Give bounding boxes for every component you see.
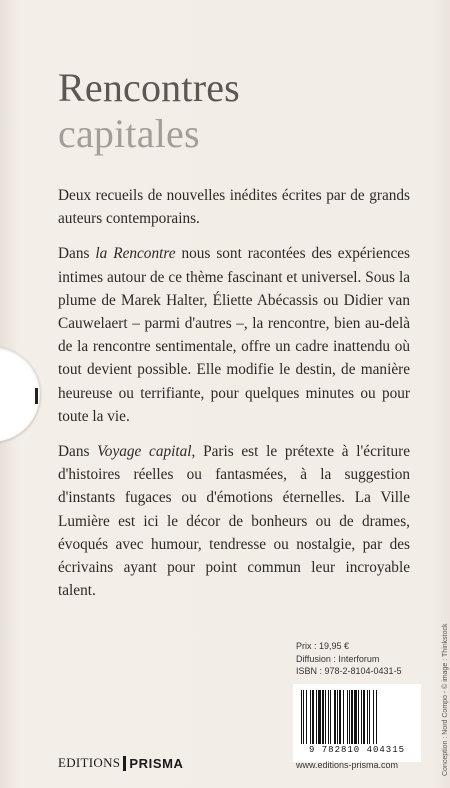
publisher-prisma: PRISMA: [129, 755, 184, 771]
barcode: [293, 684, 421, 762]
barcode-bar: [328, 690, 329, 744]
price-info: [296, 640, 402, 678]
barcode-bar: [367, 690, 368, 744]
price-label: Prix : 19,95 €: [296, 641, 350, 651]
barcode-digits: 9 782810 404315: [308, 745, 405, 755]
blurb-paragraph-3: [58, 440, 410, 602]
publisher-website: www.editions-prisma.com: [296, 760, 399, 770]
barcode-bar: [351, 690, 353, 744]
barcode-bar: [363, 690, 365, 744]
barcode-bars: [299, 690, 415, 744]
barcode-bar: [337, 690, 338, 744]
barcode-bar: [349, 690, 350, 744]
logo-divider: [123, 756, 126, 771]
barcode-bar: [347, 690, 348, 744]
p2-text: nous sont racontées des expériences intimes autour de ce thème fascinant et universel. Sous la plume de Marek Halter, Éliette Abécassis ou Didier van Cauwelaert – parmi d'autres –, la rencontre, bien au-delà de la rencontre sentimentale, offre un cadre inattendu où tout devient possible. Elle modifie le destin, de manière heureuse ou terrifiante, pour quelques minutes ou pour toute la vie.: [58, 245, 410, 425]
publisher-logo: [58, 755, 184, 771]
p2-lead: Dans: [58, 245, 96, 263]
publisher-editions: EDITIONS: [58, 755, 121, 770]
title-line-2: capitales: [58, 111, 200, 156]
slipcase-notch: [0, 346, 40, 442]
barcode-bar: [310, 690, 311, 744]
p3-text: , Paris est le prétexte à l'écriture d'histoires réelles ou fantasmées, à la suggestion d'instants fugaces ou d'émotions éternelles. La Ville Lumière est ici le décor de bonheurs ou de drames, évoqués avec humour, tendresse ou nostalgie, par des écrivains ayant pour point commun leur incroyable talent.: [58, 443, 411, 600]
barcode-bar: [373, 690, 374, 744]
barcode-bar: [316, 690, 317, 744]
barcode-bar: [376, 690, 377, 744]
blurb: [58, 184, 410, 614]
barcode-bar: [312, 690, 314, 744]
barcode-bar: [322, 690, 324, 744]
p3-lead: Dans: [58, 443, 98, 461]
blurb-paragraph-2: [58, 242, 410, 428]
title-line-1: Rencontres: [58, 65, 240, 110]
barcode-bar: [334, 690, 336, 744]
credits-vertical: Conception : Nord Compo - © image : Thinkstock: [442, 623, 449, 776]
barcode-bar: [301, 690, 302, 744]
diffusion-label: Diffusion : Interforum: [296, 653, 380, 664]
barcode-bar: [330, 690, 331, 744]
book-title-la-rencontre: la Rencontre: [95, 245, 176, 263]
barcode-bar: [303, 690, 304, 744]
barcode-bar: [354, 690, 357, 744]
barcode-bar: [361, 690, 362, 744]
isbn-label: ISBN : 978-2-8104-0431-5: [296, 666, 402, 676]
blurb-paragraph-1: Deux recueils de nouvelles inédites écrites par de grands auteurs contemporains.: [58, 187, 410, 228]
barcode-bar: [358, 690, 359, 744]
barcode-bar: [306, 690, 307, 744]
barcode-bar: [339, 690, 341, 744]
book-title-voyage-capital: Voyage capital: [97, 443, 192, 461]
barcode-bar: [369, 690, 370, 744]
barcode-bar: [343, 690, 344, 744]
barcode-bar: [325, 690, 326, 744]
barcode-bar: [318, 690, 321, 744]
